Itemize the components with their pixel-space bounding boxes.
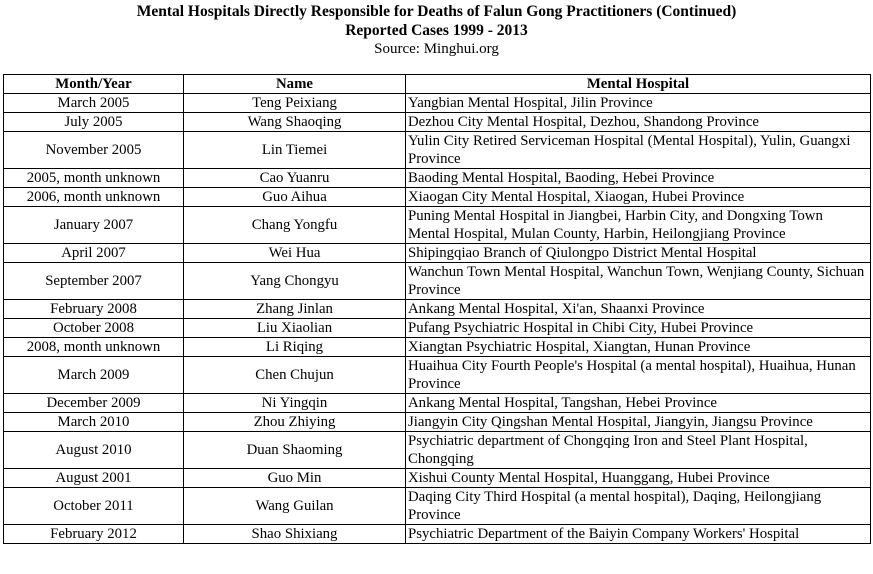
cell-name: Zhou Zhiying	[184, 413, 406, 432]
table-row	[4, 469, 871, 488]
cell-name: Li Riqing	[184, 338, 406, 357]
cell-month-year: July 2005	[4, 113, 184, 132]
cell-month-year: October 2008	[4, 319, 184, 338]
cell-month-year: March 2009	[4, 357, 184, 394]
cell-mental-hospital: Huaihua City Fourth People's Hospital (a mental hospital), Huaihua, Hunan Province	[406, 357, 871, 394]
cell-mental-hospital: Jiangyin City Qingshan Mental Hospital, Jiangyin, Jiangsu Province	[406, 413, 871, 432]
cell-mental-hospital: Pufang Psychiatric Hospital in Chibi City, Hubei Province	[406, 319, 871, 338]
table-body	[4, 94, 871, 544]
cell-month-year: November 2005	[4, 132, 184, 169]
cell-month-year: March 2005	[4, 94, 184, 113]
table-row	[4, 488, 871, 525]
table-row	[4, 300, 871, 319]
cell-mental-hospital: Wanchun Town Mental Hospital, Wanchun Town, Wenjiang County, Sichuan Province	[406, 263, 871, 300]
cell-mental-hospital: Dezhou City Mental Hospital, Dezhou, Shandong Province	[406, 113, 871, 132]
cell-name: Ni Yingqin	[184, 394, 406, 413]
cell-name: Zhang Jinlan	[184, 300, 406, 319]
cell-month-year: October 2011	[4, 488, 184, 525]
cell-name: Yang Chongyu	[184, 263, 406, 300]
cell-month-year: August 2001	[4, 469, 184, 488]
document-header	[0, 0, 873, 74]
table-row	[4, 207, 871, 244]
cell-mental-hospital: Baoding Mental Hospital, Baoding, Hebei Province	[406, 169, 871, 188]
cell-month-year: April 2007	[4, 244, 184, 263]
cell-month-year: February 2012	[4, 525, 184, 544]
table-header-row	[4, 75, 871, 94]
cell-mental-hospital: Yulin City Retired Serviceman Hospital (Mental Hospital), Yulin, Guangxi Province	[406, 132, 871, 169]
source-line: Source: Minghui.org	[374, 41, 499, 57]
cell-name: Guo Aihua	[184, 188, 406, 207]
cell-name: Liu Xiaolian	[184, 319, 406, 338]
cell-mental-hospital: Yangbian Mental Hospital, Jilin Province	[406, 94, 871, 113]
document-subtitle: Reported Cases 1999 - 2013	[345, 22, 528, 39]
table-row	[4, 319, 871, 338]
cell-name: Guo Min	[184, 469, 406, 488]
cell-mental-hospital: Psychiatric Department of the Baiyin Company Workers' Hospital	[406, 525, 871, 544]
cell-mental-hospital: Ankang Mental Hospital, Xi'an, Shaanxi Province	[406, 300, 871, 319]
hospitals-table	[3, 74, 871, 544]
cell-month-year: January 2007	[4, 207, 184, 244]
table-row	[4, 432, 871, 469]
cell-mental-hospital: Psychiatric department of Chongqing Iron and Steel Plant Hospital, Chongqing	[406, 432, 871, 469]
cell-month-year: February 2008	[4, 300, 184, 319]
table-row	[4, 263, 871, 300]
cell-mental-hospital: Puning Mental Hospital in Jiangbei, Harbin City, and Dongxing Town Mental Hospital, Mulan County, Harbin, Heilongjiang Province	[406, 207, 871, 244]
column-header-mental-hospital: Mental Hospital	[406, 75, 871, 94]
table-row	[4, 338, 871, 357]
cell-mental-hospital: Daqing City Third Hospital (a mental hospital), Daqing, Heilongjiang Province	[406, 488, 871, 525]
cell-month-year: December 2009	[4, 394, 184, 413]
cell-name: Shao Shixiang	[184, 525, 406, 544]
table-row	[4, 188, 871, 207]
cell-name: Cao Yuanru	[184, 169, 406, 188]
cell-month-year: August 2010	[4, 432, 184, 469]
column-header-month-year: Month/Year	[4, 75, 184, 94]
table-row	[4, 132, 871, 169]
cell-month-year: September 2007	[4, 263, 184, 300]
cell-name: Chen Chujun	[184, 357, 406, 394]
table-row	[4, 94, 871, 113]
cell-mental-hospital: Ankang Mental Hospital, Tangshan, Hebei Province	[406, 394, 871, 413]
cell-name: Chang Yongfu	[184, 207, 406, 244]
cell-name: Wei Hua	[184, 244, 406, 263]
table-row	[4, 525, 871, 544]
table-row	[4, 357, 871, 394]
cell-mental-hospital: Xishui County Mental Hospital, Huanggang, Hubei Province	[406, 469, 871, 488]
cell-mental-hospital: Xiangtan Psychiatric Hospital, Xiangtan, Hunan Province	[406, 338, 871, 357]
table-row	[4, 244, 871, 263]
cell-name: Wang Shaoqing	[184, 113, 406, 132]
cell-month-year: 2008, month unknown	[4, 338, 184, 357]
cell-name: Duan Shaoming	[184, 432, 406, 469]
cell-name: Lin Tiemei	[184, 132, 406, 169]
table-row	[4, 413, 871, 432]
cell-month-year: 2005, month unknown	[4, 169, 184, 188]
cell-month-year: 2006, month unknown	[4, 188, 184, 207]
cell-name: Teng Peixiang	[184, 94, 406, 113]
table-row	[4, 169, 871, 188]
table-row	[4, 394, 871, 413]
document-title: Mental Hospitals Directly Responsible for Deaths of Falun Gong Practitioners (Continued)	[136, 3, 737, 20]
cell-mental-hospital: Xiaogan City Mental Hospital, Xiaogan, Hubei Province	[406, 188, 871, 207]
cell-month-year: March 2010	[4, 413, 184, 432]
table-row	[4, 113, 871, 132]
cell-mental-hospital: Shipingqiao Branch of Qiulongpo District Mental Hospital	[406, 244, 871, 263]
cell-name: Wang Guilan	[184, 488, 406, 525]
column-header-name: Name	[184, 75, 406, 94]
